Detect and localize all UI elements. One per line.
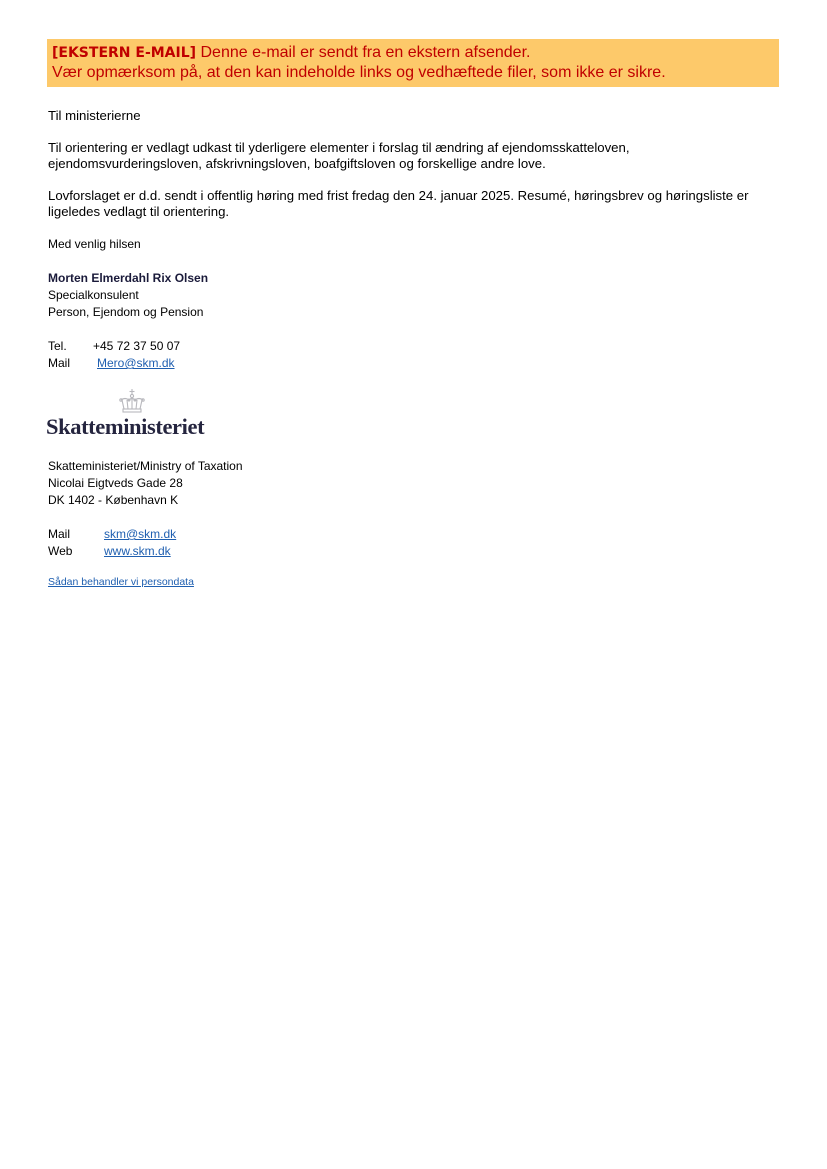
phone-label: Tel.: [48, 339, 67, 353]
paragraph-2: Lovforslaget er d.d. sendt i offentlig høring med frist fredag den 24. januar 2025. Resumé, høringsbrev og høringsliste er ligeledes vedlagt til orientering.: [48, 188, 749, 219]
banner-line-1: [52, 43, 774, 63]
phone-value: +45 72 37 50 07: [93, 339, 181, 353]
org-mail-label: Mail: [48, 527, 71, 541]
org-city: DK 1402 - København K: [48, 493, 179, 507]
mail-row: [48, 355, 175, 372]
sender-title: Specialkonsulent: [48, 288, 139, 302]
org-web-row: [48, 543, 171, 560]
org-web-link[interactable]: www.skm.dk: [104, 544, 171, 558]
ministry-logo: Skatteministeriet: [46, 414, 205, 439]
sender-department: Person, Ejendom og Pension: [48, 305, 204, 319]
org-street: Nicolai Eigtveds Gade 28: [48, 476, 183, 490]
sender-mail-link[interactable]: Mero@skm.dk: [97, 356, 175, 370]
crown-icon: [116, 388, 148, 416]
external-tag: [EKSTERN E-MAIL]: [52, 45, 197, 61]
phone-row: [48, 338, 180, 355]
org-name: Skatteministeriet/Ministry of Taxation: [48, 459, 243, 473]
paragraph-1: Til orientering er vedlagt udkast til yderligere elementer i forslag til ændring af ejendomsskatteloven, ejendomsvurderingsloven, afskrivningsloven, boafgiftsloven og forskellige andre love.: [48, 140, 630, 171]
org-mail-row: [48, 526, 176, 543]
sender-name: Morten Elmerdahl Rix Olsen: [48, 271, 209, 285]
privacy-link[interactable]: Sådan behandler vi persondata: [48, 576, 194, 588]
greeting: Til ministerierne: [48, 108, 141, 123]
banner-text-1: Denne e-mail er sendt fra en ekstern afsender.: [196, 44, 531, 61]
banner-line-2: Vær opmærksom på, at den kan indeholde links og vedhæftede filer, som ikke er sikre.: [52, 64, 666, 81]
org-mail-link[interactable]: skm@skm.dk: [104, 527, 177, 541]
mail-label: Mail: [48, 356, 71, 370]
privacy-row: [48, 574, 194, 591]
closing: Med venlig hilsen: [48, 237, 141, 251]
org-web-label: Web: [48, 544, 73, 558]
external-email-banner: [47, 39, 779, 87]
